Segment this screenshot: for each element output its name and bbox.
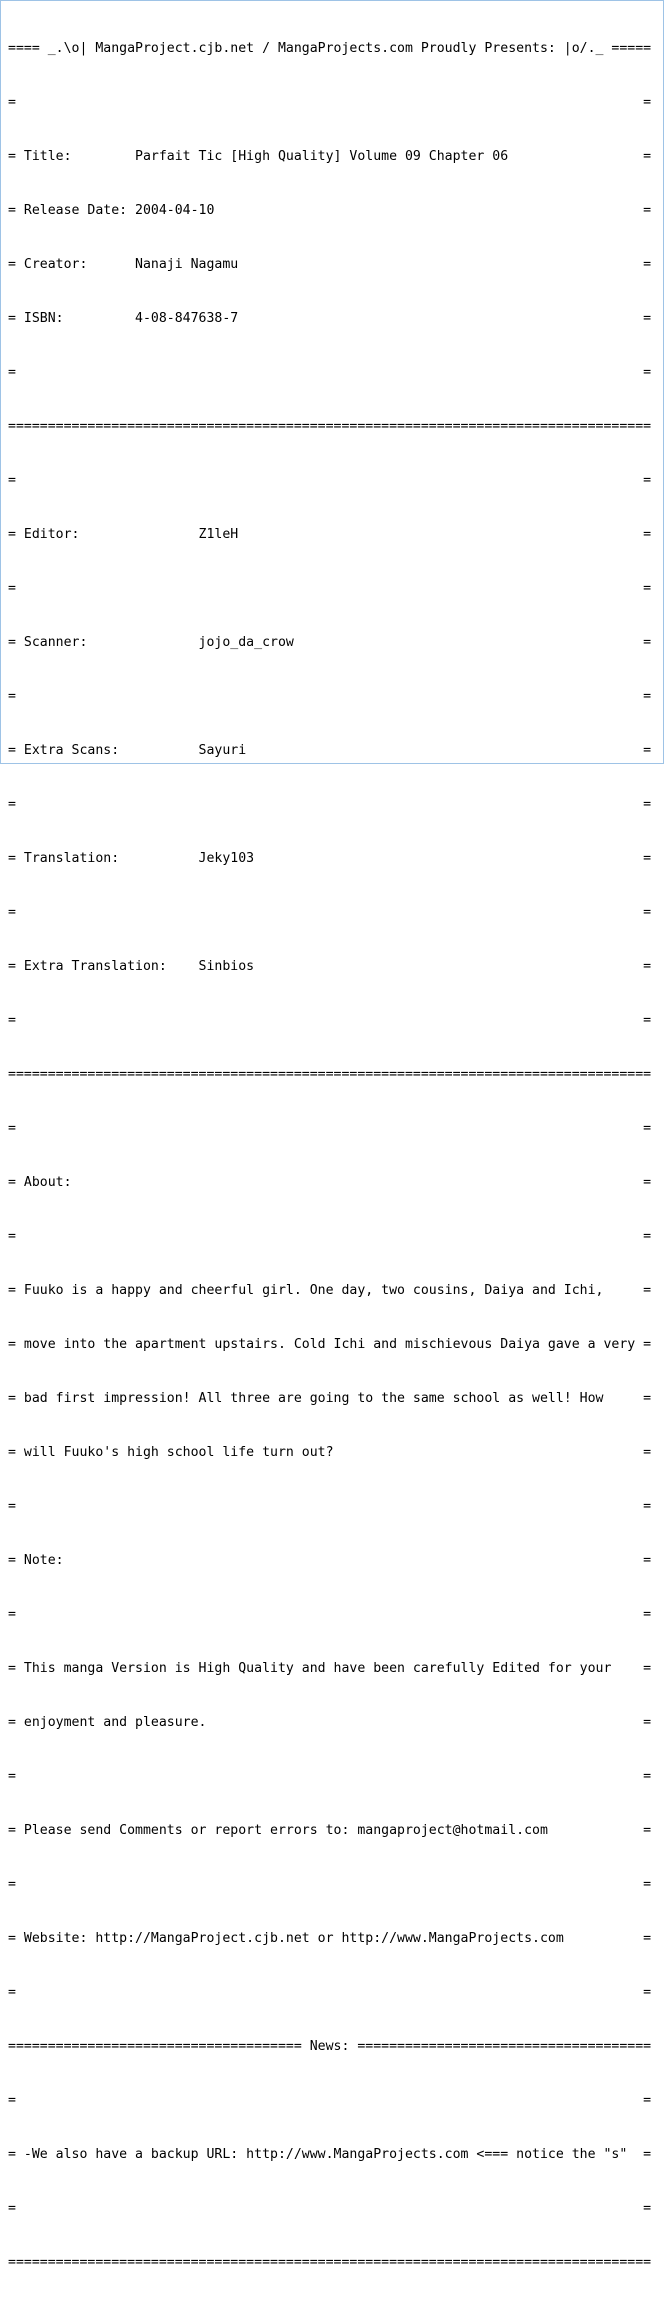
- banner-header-line: ==== _.\o| MangaProject.cjb.net / MangaProjects.com Proudly Presents: |o/._ =====: [8, 41, 652, 56]
- release-date-line: = Release Date: 2004-04-10 =: [8, 203, 652, 218]
- blank-border-line: = =: [8, 1877, 652, 1892]
- website-line: = Website: http://MangaProject.cjb.net or http://www.MangaProjects.com =: [8, 1931, 652, 1946]
- note-text-line: = enjoyment and pleasure. =: [8, 1715, 652, 1730]
- editor-line: = Editor: Z1leH =: [8, 527, 652, 542]
- text-document-content[interactable]: [8, 4, 651, 2308]
- blank-border-line: = =: [8, 905, 652, 920]
- creator-line: = Creator: Nanaji Nagamu =: [8, 257, 652, 272]
- blank-border-line: = =: [8, 1769, 652, 1784]
- blank-border-line: = =: [8, 1013, 652, 1028]
- blank-border-line: = =: [8, 689, 652, 704]
- about-heading-line: = About: =: [8, 1175, 652, 1190]
- blank-border-line: = =: [8, 1607, 652, 1622]
- blank-border-line: = =: [8, 1229, 652, 1244]
- news-item-line: = -We also have a backup URL: http://www.MangaProjects.com <=== notice the "s" =: [8, 2147, 652, 2162]
- blank-border-line: = =: [8, 1499, 652, 1514]
- section-divider-line: =================================================================================: [8, 1067, 652, 1082]
- blank-border-line: = =: [8, 473, 652, 488]
- title-line: = Title: Parfait Tic [High Quality] Volume 09 Chapter 06 =: [8, 149, 652, 164]
- about-text-line: = Fuuko is a happy and cheerful girl. One day, two cousins, Daiya and Ichi, =: [8, 1283, 652, 1298]
- translation-line: = Translation: Jeky103 =: [8, 851, 652, 866]
- section-divider-line: =================================================================================: [8, 419, 652, 434]
- note-text-line: = This manga Version is High Quality and have been carefully Edited for your =: [8, 1661, 652, 1676]
- blank-border-line: = =: [8, 581, 652, 596]
- about-text-line: = move into the apartment upstairs. Cold Ichi and mischievous Daiya gave a very =: [8, 1337, 652, 1352]
- note-heading-line: = Note: =: [8, 1553, 652, 1568]
- contact-email-line: = Please send Comments or report errors to: mangaproject@hotmail.com =: [8, 1823, 652, 1838]
- section-divider-line: =================================================================================: [8, 2255, 652, 2270]
- blank-border-line: = =: [8, 797, 652, 812]
- blank-border-line: = =: [8, 365, 652, 380]
- extra-translation-line: = Extra Translation: Sinbios =: [8, 959, 652, 974]
- blank-border-line: = =: [8, 1985, 652, 2000]
- extra-scans-line: = Extra Scans: Sayuri =: [8, 743, 652, 758]
- blank-border-line: = =: [8, 1121, 652, 1136]
- about-text-line: = bad first impression! All three are going to the same school as well! How =: [8, 1391, 652, 1406]
- blank-border-line: = =: [8, 95, 652, 110]
- about-text-line: = will Fuuko's high school life turn out? =: [8, 1445, 652, 1460]
- isbn-line: = ISBN: 4-08-847638-7 =: [8, 311, 652, 326]
- blank-border-line: = =: [8, 2201, 652, 2216]
- blank-border-line: = =: [8, 2093, 652, 2108]
- news-divider-line: ===================================== News: =====================================: [8, 2039, 652, 2054]
- scanner-line: = Scanner: jojo_da_crow =: [8, 635, 652, 650]
